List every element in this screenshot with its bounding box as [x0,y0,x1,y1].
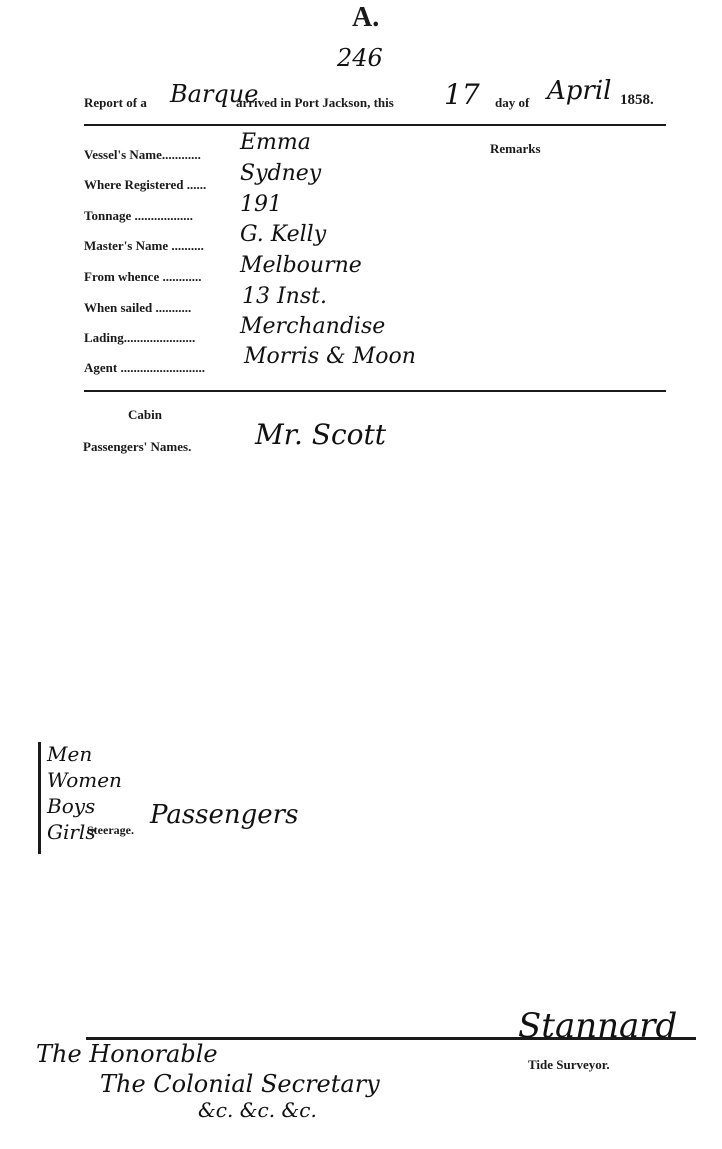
when-sailed-label: When sailed ........... [84,300,192,315]
report-arrival-text: arrived in Port Jackson, this [236,95,394,110]
master-name-value: G. Kelly [240,222,327,247]
cabin-label: Cabin [128,407,162,422]
agent-label: Agent .......................... [84,360,205,375]
addressee-line-1: The Honorable [36,1040,218,1068]
vessel-type: Barque [170,80,259,108]
steerage-women: Women [47,768,122,792]
vessel-name-value: Emma [240,130,311,155]
master-name-label: Master's Name .......... [84,238,204,253]
report-dayof-text: day of [495,95,530,110]
cabin-passenger-name: Mr. Scott [255,418,387,451]
steerage-girls: Girls [47,820,96,844]
steerage-value: Passengers [150,800,299,830]
lading-value: Merchandise [240,314,386,339]
divider-top [84,124,666,126]
steerage-men: Men [47,742,93,766]
passengers-names-label: Passengers' Names. [83,439,192,454]
from-whence-value: Melbourne [240,253,362,278]
remarks-label: Remarks [490,141,541,156]
addressee-line-2: The Colonial Secretary [100,1070,380,1098]
where-registered-value: Sydney [240,161,322,186]
surveyor-signature: Stannard [518,1006,678,1046]
where-registered-label: Where Registered ...... [84,177,207,192]
tonnage-label: Tonnage .................. [84,208,193,223]
report-month: April [547,76,612,106]
form-letter: A. [352,2,380,33]
report-lead-text: Report of a [84,95,147,110]
divider-middle [84,390,666,392]
reference-number: 246 [337,44,383,72]
report-year: 1858. [620,92,654,108]
report-day: 17 [444,78,480,111]
from-whence-label: From whence ............ [84,269,202,284]
agent-value: Morris & Moon [244,344,416,369]
when-sailed-value: 13 Inst. [242,284,327,309]
vessel-name-label: Vessel's Name............ [84,147,201,162]
tonnage-value: 191 [240,192,282,217]
addressee-line-3: &c. &c. &c. [198,1098,317,1122]
tide-surveyor-label: Tide Surveyor. [528,1057,610,1072]
steerage-label: Steerage. [87,823,134,837]
lading-label: Lading...................... [84,330,196,345]
steerage-boys: Boys [47,794,96,818]
